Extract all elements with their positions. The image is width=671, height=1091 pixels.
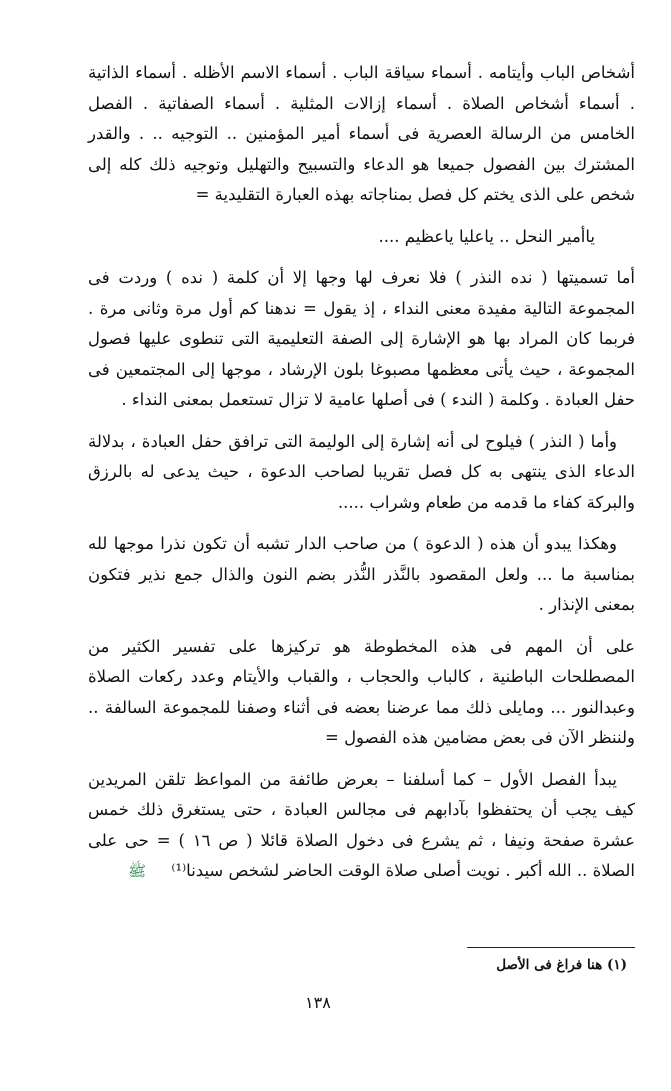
footnote: (١) هنا فراغ فى الأصل (496, 957, 627, 973)
first-chapter-text: يبدأ الفصل الأول – كما أسلفنا – بعرض طائفة من المواعظ تلقن المريدين كيف يجب أن يحتفظوا بآدابهم فى مجالس العبادة ، حتى يستغرق ذلك خمس عشرة صفحة ونيفا ، ثم يشرع فى دخول الصلاة قائلا ( ص ١٦ ) = حى على الصلاة .. الله أكبر . نويت أصلى صلاة الوقت الحاضر لشخص سيدنا⁽¹⁾ (88, 769, 635, 880)
paragraph-invocation: ياأمير النحل .. ياعليا ياعظيم .... (378, 226, 595, 246)
page-number: ١٣٨ (305, 993, 331, 1012)
paragraph-first-chapter (88, 765, 635, 887)
paragraph-nadhr: وأما ( النذر ) فيلوح لى أنه إشارة إلى الوليمة التى ترافق حفل العبادة ، بدلالة الدعاء الذى ينتهى به كل فصل تقريبا لصاحب الدعوة ، حيث يدعى له بالرزق والبركة كفاء ما قدمه من طعام وشراب ..... (88, 431, 635, 512)
paragraph-dawa: وهكذا يبدو أن هذه ( الدعوة ) من صاحب الدار تشبه أن تكون نذرا موجها لله بمناسبة ما ... ولعل المقصود بالنَّذر النُّذر بضم النون والذال جمع نذير فتكون بمعنى الإنذار . (88, 534, 635, 614)
paragraph-list-of-names: أشخاص الباب وأيتامه . أسماء سياقة الباب . أسماء الاسم الأظله . أسماء الذاتية . أسماء أشخاص الصلاة . أسماء إزالات المثلية . أسماء الصفاتية . الفصل الخامس من الرسالة العصرية فى أسماء أمير المؤمنين .. التوجيه .. . والقدر المشترك بين الفصول جميعا هو الدعاء والتسبيح والتهليل وتوجيه ذلك كله إلى شخص على الذى يختم كل فصل بمناجاته بهذه العبارة التقليدية = (88, 63, 635, 204)
blessing-glyph: ﷺ (128, 862, 147, 880)
paragraph-naming: أما تسميتها ( نده النذر ) فلا نعرف لها وجها إلا أن كلمة ( نده ) وردت فى المجموعة التالية مفيدة معنى النداء ، إذ يقول = ندهنا كم أول مرة وثانى مرة . فربما كان المراد بها هو الإشارة إلى الصفة التعليمية التى تنطوى عليها فصول المجموعة ، حيث يأتى معظمها مصبوغا بلون الإرشاد ، موجها إلى المجتمعين فى حفل العبادة . وكلمة ( الندء ) فى أصلها عامية لا تزال تستعمل بمعنى النداء . (88, 268, 636, 409)
footnote-divider (467, 947, 635, 948)
main-text (88, 58, 635, 898)
paragraph-terms: على أن المهم فى هذه المخطوطة هو تركيزها على تفسير الكثير من المصطلحات الباطنية ، كالباب والحجاب ، والقباب والأيتام وعدد ركعات الصلاة وعبدالنور ... ومايلى ذلك مما عرضنا بعضه فى أثناء وصفنا للمجموعة السالفة .. ولننظر الآن فى بعض مضامين هذه الفصول = (88, 636, 635, 747)
